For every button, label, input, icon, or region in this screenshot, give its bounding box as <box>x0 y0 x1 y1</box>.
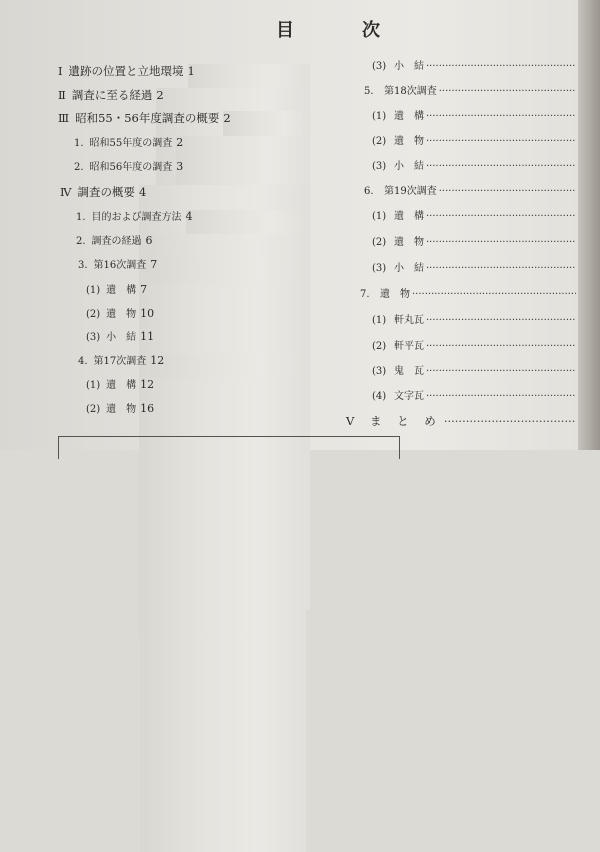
heading-right-char: 次 <box>362 20 382 41</box>
toc-leader <box>439 185 576 199</box>
toc-entry <box>372 236 578 250</box>
toc-title: 第16次調査 <box>93 260 147 271</box>
toc-page: 2 <box>176 136 310 586</box>
toc-title: 調査に至る経過 <box>71 88 153 102</box>
bottom-frame <box>58 436 400 459</box>
toc-number: (3) <box>372 366 387 377</box>
toc-entry <box>360 288 578 302</box>
toc-page: 4 <box>139 185 306 635</box>
toc-entry <box>372 210 578 224</box>
toc-title: 遺 物 <box>106 309 137 320</box>
toc-leader <box>426 135 576 149</box>
toc-page: 7 <box>150 258 306 708</box>
toc-title: 遺 構 <box>394 211 424 222</box>
toc-number: 2. <box>74 162 84 173</box>
toc-leader <box>426 365 576 379</box>
toc-entry <box>372 160 578 174</box>
toc-number: 4. <box>78 356 88 367</box>
toc-title: ま と め <box>370 414 442 428</box>
toc-entry <box>372 365 578 379</box>
toc-title: 遺 構 <box>106 285 137 296</box>
toc-leader <box>426 314 576 328</box>
toc-leader <box>426 340 576 354</box>
toc-entry <box>364 185 578 199</box>
toc-number: (1) <box>372 111 387 122</box>
page-edge <box>578 0 600 450</box>
toc-number: 1. <box>74 138 84 149</box>
toc-number: 1. <box>76 212 86 223</box>
toc-title: 第17次調査 <box>93 356 147 367</box>
toc-leader <box>426 160 576 174</box>
toc-title: 目的および調査方法 <box>91 212 182 223</box>
toc-leader <box>439 85 576 99</box>
toc-page: 12 <box>150 354 306 804</box>
toc-title: 小 結 <box>106 332 137 343</box>
toc-number: (2) <box>86 404 101 415</box>
toc-page: 2 <box>223 111 310 561</box>
toc-number: Ⅰ <box>58 64 63 78</box>
toc-number: (3) <box>372 263 387 274</box>
toc-page: 12 <box>140 378 306 828</box>
toc-page: 7 <box>140 283 306 733</box>
toc-entry <box>372 314 578 328</box>
toc-leader <box>426 210 576 224</box>
toc-entry <box>372 390 578 404</box>
toc-number: 5. <box>364 86 374 97</box>
toc-title: 小 結 <box>394 263 424 274</box>
toc-title: 小 結 <box>394 161 424 172</box>
toc-number: (4) <box>372 391 387 402</box>
heading-left-char: 目 <box>276 20 296 41</box>
toc-page: 6 <box>146 234 306 684</box>
toc-number: Ⅳ <box>60 185 72 199</box>
toc-entry <box>372 340 578 354</box>
toc-leader <box>412 288 576 302</box>
toc-title: 遺 物 <box>106 404 137 415</box>
toc-title: 第19次調査 <box>384 186 437 197</box>
toc-leader <box>426 60 576 74</box>
toc-number: Ⅲ <box>58 111 70 125</box>
toc-number: (3) <box>372 61 387 72</box>
toc-number: (1) <box>86 380 101 391</box>
toc-number: (1) <box>372 211 387 222</box>
toc-title: 鬼 瓦 <box>394 366 424 377</box>
toc-title: 遺 構 <box>394 111 424 122</box>
toc-page: 3 <box>176 160 310 610</box>
toc-entry <box>364 85 578 99</box>
toc-title: 小 結 <box>394 61 424 72</box>
toc-number: 2. <box>76 236 86 247</box>
toc-leader <box>426 110 576 124</box>
toc-entry <box>372 110 578 124</box>
toc-title: 調査の概要 <box>77 185 135 199</box>
toc-number: (3) <box>372 161 387 172</box>
toc-title: 遺 物 <box>380 289 410 300</box>
toc-number: 3. <box>78 260 88 271</box>
toc-title: 調査の経過 <box>91 236 142 247</box>
toc-title: 遺 物 <box>394 237 424 248</box>
toc-title: 遺跡の位置と立地環境 <box>68 64 184 78</box>
toc-number: Ⅱ <box>58 88 66 102</box>
toc-number: (2) <box>86 309 101 320</box>
toc-page: 4 <box>186 210 306 660</box>
toc-number: (2) <box>372 136 387 147</box>
toc-entry <box>346 414 578 428</box>
toc-page: 16 <box>140 402 306 852</box>
toc-leader <box>426 390 576 404</box>
toc-entry <box>372 60 578 74</box>
toc-title: 軒丸瓦 <box>394 315 424 326</box>
toc-title: 文字瓦 <box>394 391 424 402</box>
toc-leader <box>444 414 576 428</box>
toc-number: Ⅴ <box>346 414 355 428</box>
toc-entry <box>86 402 306 852</box>
toc-number: (1) <box>86 285 101 296</box>
toc-page: 10 <box>140 307 306 757</box>
toc-number: (2) <box>372 341 387 352</box>
toc-title: 第18次調査 <box>384 86 437 97</box>
toc-title: 昭和55年度の調査 <box>89 138 173 149</box>
toc-title: 遺 物 <box>394 136 424 147</box>
toc-title: 昭和56年度の調査 <box>89 162 173 173</box>
toc-leader <box>426 236 576 250</box>
toc-page: 1 <box>188 64 310 514</box>
toc-title: 遺 構 <box>106 380 137 391</box>
toc-title: 軒平瓦 <box>394 341 424 352</box>
toc-number: (3) <box>86 332 101 343</box>
toc-number: (1) <box>372 315 387 326</box>
toc-number: (2) <box>372 237 387 248</box>
toc-entry <box>372 135 578 149</box>
toc-page: 11 <box>140 330 306 780</box>
toc-number: 6. <box>364 186 374 197</box>
toc-title: 昭和55・56年度調査の概要 <box>75 111 220 125</box>
toc-leader <box>426 262 576 276</box>
toc-entry <box>372 262 578 276</box>
toc-page: 2 <box>156 88 310 538</box>
toc-number: 7. <box>360 289 370 300</box>
